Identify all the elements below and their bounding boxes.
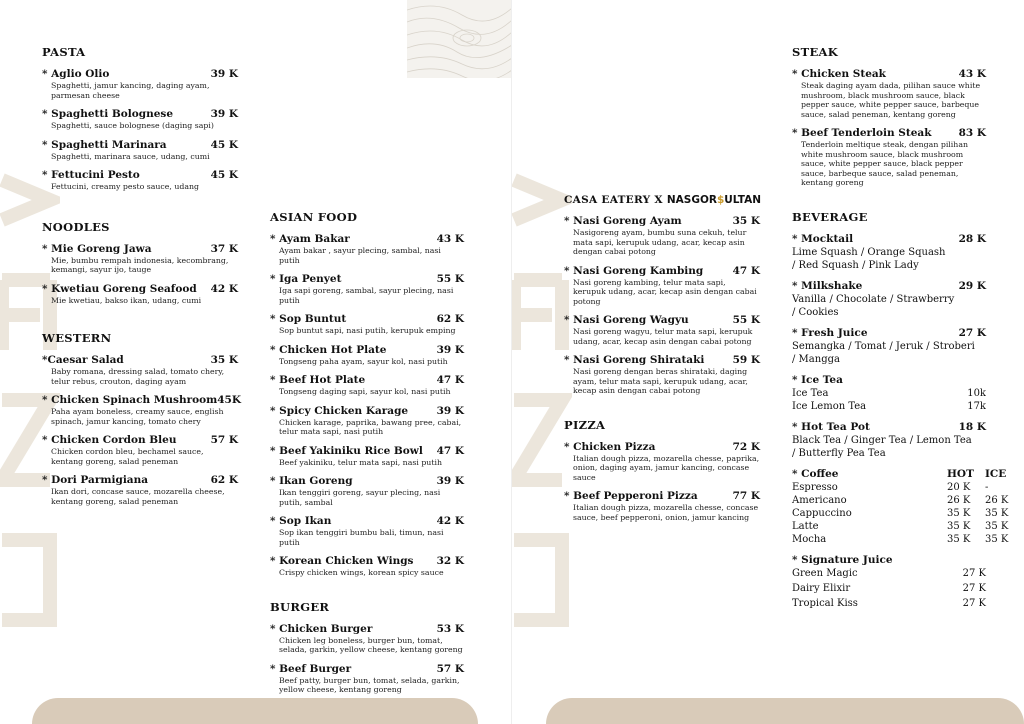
- left-column-2: [270, 210, 464, 703]
- item-name: * Spicy Chicken Karage: [270, 404, 409, 417]
- fresh-juice-item: * Fresh Juice 27 K Semangka / Tomat / Jeruk / Stroberi / Mangga: [792, 326, 986, 365]
- item-name: * Chicken Burger: [270, 622, 373, 635]
- item-price: 39 K: [436, 343, 464, 356]
- item-name: * Spaghetti Marinara: [42, 138, 167, 151]
- item-description: Tongseng daging sapi, sayur kol, nasi putih: [279, 387, 451, 396]
- item-name: * Mie Goreng Jawa: [42, 242, 152, 255]
- asian-food-title: ASIAN FOOD: [270, 210, 358, 224]
- item-description: Beef yakiniku, telur mata sapi, nasi putih: [279, 457, 442, 467]
- item-price: 39 K: [210, 68, 238, 80]
- nasgor-sultan-logo: NASGOR$ULTAN: [666, 194, 762, 206]
- pizza-item: [564, 441, 760, 483]
- asian-item: [270, 445, 464, 468]
- asian-item: [270, 555, 464, 578]
- coffee-hot: 26 K: [947, 494, 971, 506]
- item-price: 62 K: [436, 313, 464, 325]
- item-price: 57 K: [210, 434, 238, 446]
- beverage-block: [792, 233, 986, 460]
- pizza-item: [564, 490, 760, 522]
- left-bottom-band: [32, 698, 478, 724]
- item-description: Italian dough pizza, mozarella chesse, concase sauce, beef pepperoni, onion, jamur kancing: [573, 503, 759, 522]
- item-price: 59 K: [732, 354, 760, 366]
- mocktail-item: * Mocktail 28 K Lime Squash / Orange Squash / Red Squash / Pink Lady: [792, 232, 986, 271]
- item-name: * Fettucini Pesto: [42, 169, 140, 181]
- item-price: 45K: [217, 394, 241, 406]
- coffee-hot: 35 K: [947, 507, 971, 519]
- item-name: * Kwetiau Goreng Seafood: [42, 282, 197, 295]
- left-column-1: [42, 45, 241, 514]
- beverage-title: BEVERAGE: [792, 209, 868, 224]
- item-name: * Korean Chicken Wings: [270, 555, 414, 567]
- western-title: WESTERN: [42, 331, 112, 345]
- item-price: 47 K: [436, 444, 464, 457]
- signature-price: 27 K: [962, 597, 986, 609]
- item-description: Baby romana, dressing salad, tomato chery, telur rebus, crouton, daging ayam: [51, 367, 225, 386]
- item-price: 57 K: [436, 662, 464, 675]
- signature-name: Tropical Kiss: [792, 597, 858, 609]
- topographic-pattern: [407, 0, 512, 78]
- item-price: 35 K: [210, 354, 238, 366]
- item-price: 37 K: [210, 242, 238, 255]
- item-description: Ikan dori, concase sauce, mozarella cheese, kentang goreng, salad peneman: [51, 487, 225, 506]
- coffee-hot: 20 K: [947, 481, 971, 493]
- pasta-item: [42, 139, 238, 162]
- coffee-ice: -: [985, 481, 989, 493]
- item-description: Nasi goreng wagyu, telur mata sapi, kerupuk udang, acar, kecap asin dengan cabai potong: [573, 327, 753, 346]
- coffee-hot: 35 K: [947, 520, 971, 532]
- item-description: Chicken leg boneless, burger bun, tomat, selada, garkin, yellow cheese, kentang goreng: [279, 635, 463, 654]
- item-description: Chicken karage, paprika, bawang pree, cabai, telur mata sapi, nasi putih: [279, 417, 462, 436]
- coffee-name: Americano: [792, 494, 847, 506]
- item-name: * Beef Yakiniku Rice Bowl: [270, 444, 423, 457]
- item-description: Mie kwetiau, bakso ikan, udang, cumi: [51, 295, 202, 305]
- coffee-ice: 26 K: [985, 494, 1009, 506]
- item-price: 72 K: [732, 440, 760, 453]
- coffee-hot: 35 K: [947, 533, 971, 545]
- burger-item: [270, 663, 464, 695]
- coffee-ice: 35 K: [985, 533, 1009, 545]
- coffee-row: [792, 481, 1020, 494]
- item-name: * Sop Buntut: [270, 313, 347, 325]
- western-item: [42, 394, 241, 426]
- pasta-item: [42, 68, 238, 100]
- signature-price: 27 K: [962, 567, 986, 579]
- item-price: 42 K: [210, 282, 238, 295]
- pasta-item: [42, 169, 238, 192]
- item-description: Tongseng paha ayam, sayur kol, nasi putih: [279, 356, 448, 366]
- signature-juice-row: [792, 567, 986, 580]
- item-name: * Nasi Goreng Kambing: [564, 264, 704, 277]
- item-description: Ayam bakar , sayur plecing, sambal, nasi putih: [279, 246, 441, 265]
- coffee-name: Cappuccino: [792, 507, 852, 519]
- nasi-goreng-item: [564, 265, 760, 307]
- noodles-title: NOODLES: [42, 219, 110, 234]
- casa-eatery-title: [564, 194, 760, 206]
- item-price: 39 K: [436, 475, 464, 487]
- coffee-row: [792, 507, 1020, 520]
- asian-item: [270, 313, 464, 336]
- western-item: [42, 434, 238, 466]
- nasi-goreng-item: [564, 314, 760, 346]
- item-description: Iga sapi goreng, sambal, sayur plecing, nasi putih: [279, 286, 454, 305]
- noodles-item: [42, 283, 238, 306]
- western-item: [42, 354, 238, 386]
- item-name: * Nasi Goreng Ayam: [564, 215, 682, 227]
- item-name: * Iga Penyet: [270, 273, 342, 285]
- menu-watermark-right: [512, 150, 572, 670]
- item-description: Beef patty, burger bun, tomat, selada, garkin, yellow cheese, kentang goreng: [279, 675, 460, 694]
- item-name: * Beef Hot Plate: [270, 374, 366, 386]
- item-description: Sop buntut sapi, nasi putih, kerupuk emping: [279, 326, 456, 335]
- item-name: * Nasi Goreng Wagyu: [564, 314, 689, 326]
- item-price: 35 K: [732, 215, 760, 227]
- item-price: 55 K: [436, 273, 464, 285]
- item-price: 45 K: [210, 169, 238, 181]
- item-description: Spaghetti, sauce bolognese (daging sapi): [51, 121, 214, 130]
- item-name: * Ikan Goreng: [270, 475, 353, 487]
- steak-item: [792, 68, 986, 119]
- pizza-title: PIZZA: [564, 417, 606, 432]
- item-name: * Chicken Hot Plate: [270, 343, 387, 356]
- ice-tea-item: * Ice Tea Ice Tea 10k Ice Lemon Tea 17k: [792, 373, 986, 412]
- item-price: 47 K: [436, 374, 464, 386]
- coffee-row: [792, 494, 1020, 507]
- coffee-ice: 35 K: [985, 520, 1009, 532]
- asian-item: [270, 515, 464, 547]
- signature-juice-row: [792, 597, 986, 610]
- hot-tea-item: * Hot Tea Pot 18 K Black Tea / Ginger Tea / Lemon Tea / Butterfly Pea Tea: [792, 420, 986, 459]
- noodles-item: [42, 243, 238, 275]
- milkshake-item: * Milkshake 29 K Vanilla / Chocolate / Strawberry / Cookies: [792, 279, 986, 318]
- pasta-title: PASTA: [42, 45, 86, 59]
- item-name: * Chicken Spinach Mushroom: [42, 394, 218, 406]
- coffee-row: [792, 520, 1020, 533]
- item-price: 47 K: [732, 264, 760, 277]
- item-price: 77 K: [732, 490, 760, 502]
- asian-item: [270, 405, 464, 437]
- item-price: 39 K: [210, 108, 238, 120]
- item-description: Nasi goreng dengan beras shirataki, daging ayam, telur mata sapi, kerupuk udang, acar, kecap asin dengan cabai potong: [573, 367, 748, 395]
- item-price: 83 K: [958, 127, 986, 139]
- item-description: Nasigoreng ayam, bumbu suna cekuh, telur mata sapi, kerupuk udang, acar, kecap asin dengan cabai potong: [573, 228, 747, 256]
- signature-juice-item: * Signature Juice Green Magic 27 K Dairy Elixir 27 K Tropical Kiss 27 K: [792, 553, 986, 609]
- item-price: 45 K: [210, 138, 238, 151]
- signature-name: Green Magic: [792, 567, 858, 579]
- asian-item: [270, 344, 464, 367]
- item-name: * Nasi Goreng Shirataki: [564, 354, 705, 366]
- burger-title: BURGER: [270, 599, 330, 614]
- signature-price: 27 K: [962, 582, 986, 594]
- item-name: * Sop Ikan: [270, 515, 332, 527]
- item-name: * Chicken Pizza: [564, 440, 656, 453]
- coffee-ice: 35 K: [985, 507, 1009, 519]
- pasta-item: [42, 108, 238, 131]
- asian-item: [270, 475, 464, 507]
- item-description: Paha ayam boneless, creamy sauce, english spinach, jamur kancing, tomato chery: [51, 407, 224, 426]
- item-price: 43 K: [436, 233, 464, 245]
- nasi-goreng-item: [564, 215, 760, 257]
- item-name: * Chicken Steak: [792, 68, 886, 80]
- asian-item: [270, 233, 464, 265]
- item-name: * Beef Burger: [270, 662, 352, 675]
- asian-item: [270, 273, 464, 305]
- western-item: [42, 474, 238, 506]
- signature-juice-row: [792, 582, 986, 595]
- item-description: Steak daging ayam dada, pilihan sauce white mushroom, black mushroom sauce, black pepper sauce, white pepper sauce, barbeque sauce, salad peneman, kentang goreng: [801, 81, 981, 119]
- right-column-2: [792, 45, 1020, 618]
- right-page: [512, 0, 1024, 724]
- steak-item: [792, 127, 986, 188]
- item-name: * Dori Parmigiana: [42, 474, 149, 486]
- right-column-1: [564, 194, 760, 530]
- item-description: Spaghetti, jamur kancing, daging ayam, parmesan cheese: [51, 81, 210, 100]
- item-description: Fettucini, creamy pesto sauce, udang: [51, 182, 200, 191]
- coffee-row: [792, 533, 1020, 546]
- item-name: * Aglio Olio: [42, 68, 110, 80]
- coffee-item: * Coffee HOT ICE Espresso 20 K - Americano 26 K 26 K Cappuccino 35 K 35 K Latte 35 K 35 K Mocha 35 K 35 K: [792, 468, 1020, 546]
- item-name: * Chicken Cordon Bleu: [42, 434, 177, 446]
- item-name: * Beef Pepperoni Pizza: [564, 490, 698, 502]
- item-price: 42 K: [436, 515, 464, 527]
- steak-title: STEAK: [792, 45, 839, 59]
- item-name: * Spaghetti Bolognese: [42, 108, 173, 120]
- nasi-goreng-item: [564, 354, 760, 396]
- item-description: Mie, bumbu rempah indonesia, kecombrang, kemangi, sayur ijo, tauge: [51, 255, 229, 274]
- item-price: 39 K: [436, 404, 464, 417]
- item-description: Spaghetti, marinara sauce, udang, cumi: [51, 151, 210, 161]
- item-description: Nasi goreng kambing, telur mata sapi, kerupuk udang, acar, kecap asin dengan cabai potong: [573, 277, 757, 306]
- item-price: 32 K: [436, 555, 464, 567]
- item-description: Ikan tenggiri goreng, sayur plecing, nasi putih, sambal: [279, 488, 441, 507]
- item-price: 62 K: [210, 474, 238, 486]
- item-price: 53 K: [436, 622, 464, 635]
- asian-item: [270, 374, 464, 397]
- coffee-name: Espresso: [792, 481, 838, 493]
- item-name: *Caesar Salad: [42, 354, 124, 366]
- item-description: Chicken cordon bleu, bechamel sauce, kentang goreng, salad peneman: [51, 447, 204, 466]
- signature-name: Dairy Elixir: [792, 582, 851, 594]
- item-description: Sop ikan tenggiri bumbu bali, timun, nasi putih: [279, 528, 444, 547]
- casa-title-prefix: CASA EATERY X: [564, 194, 663, 206]
- item-description: Italian dough pizza, mozarella chesse, paprika, onion, daging ayam, jamur kancing, concase sauce: [573, 453, 760, 482]
- item-name: * Ayam Bakar: [270, 233, 350, 245]
- item-price: 55 K: [732, 314, 760, 326]
- burger-item: [270, 623, 464, 655]
- coffee-name: Latte: [792, 520, 819, 532]
- item-description: Tenderloin meltique steak, dengan pilihan white mushroom sauce, black mushroom sauce, white pepper sauce, black pepper sauce, barbeque sauce, salad peneman, kentang goreng: [801, 140, 968, 187]
- right-bottom-band: [546, 698, 1024, 724]
- item-description: Crispy chicken wings, korean spicy sauce: [279, 568, 444, 577]
- coffee-name: Mocha: [792, 533, 827, 545]
- item-price: 43 K: [958, 68, 986, 80]
- item-name: * Beef Tenderloin Steak: [792, 127, 932, 139]
